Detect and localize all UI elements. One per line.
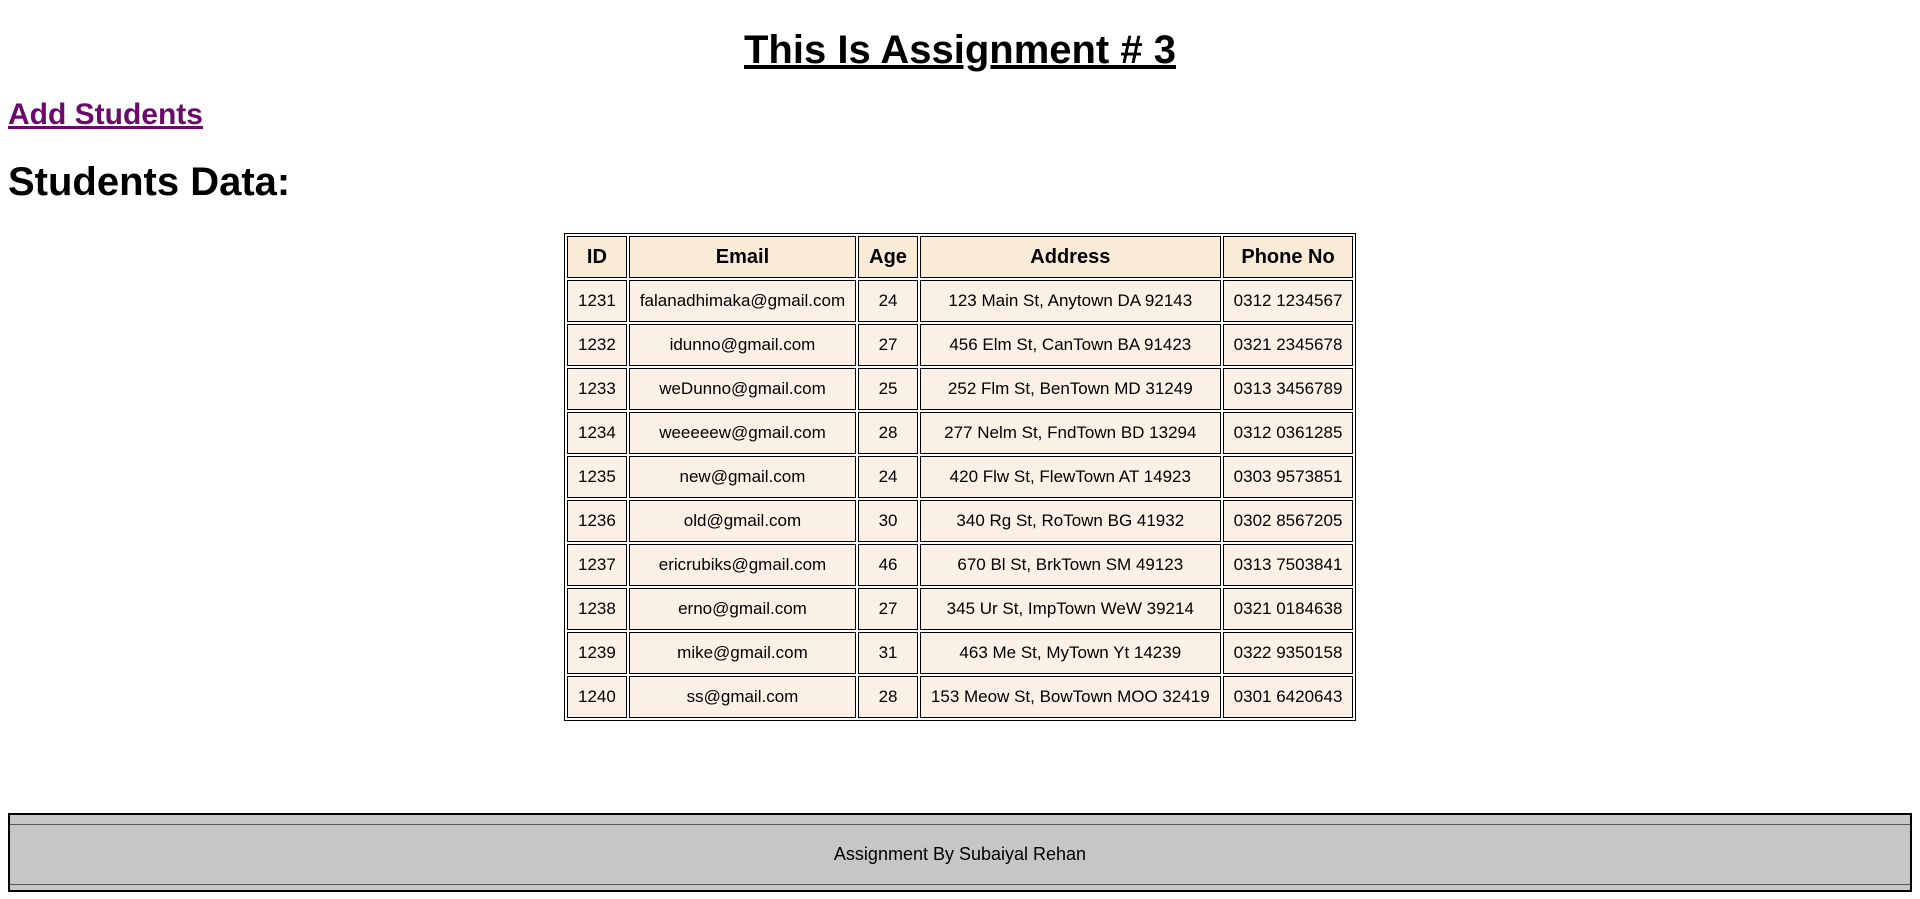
cell-address: 456 Elm St, CanTown BA 91423 [920, 324, 1221, 366]
cell-age: 28 [858, 412, 918, 454]
section-heading: Students Data: [8, 160, 291, 204]
table-row [567, 588, 1353, 630]
cell-phone: 0302 8567205 [1223, 500, 1354, 542]
cell-age: 30 [858, 500, 918, 542]
cell-address: 345 Ur St, ImpTown WeW 39214 [920, 588, 1221, 630]
cell-id: 1237 [567, 544, 627, 586]
table-row [567, 324, 1353, 366]
cell-email: falanadhimaka@gmail.com [629, 280, 856, 322]
cell-id: 1238 [567, 588, 627, 630]
cell-address: 277 Nelm St, FndTown BD 13294 [920, 412, 1221, 454]
cell-address: 420 Flw St, FlewTown AT 14923 [920, 456, 1221, 498]
page-title: This Is Assignment # 3 [744, 28, 1176, 72]
page-footer [8, 813, 1912, 892]
cell-age: 24 [858, 456, 918, 498]
add-students-link[interactable]: Add Students [8, 98, 203, 131]
students-table [564, 233, 1356, 721]
cell-age: 27 [858, 324, 918, 366]
footer-bar [10, 824, 1910, 885]
cell-phone: 0303 9573851 [1223, 456, 1354, 498]
cell-address: 340 Rg St, RoTown BG 41932 [920, 500, 1221, 542]
cell-email: weeeeew@gmail.com [629, 412, 856, 454]
cell-id: 1240 [567, 676, 627, 718]
footer-credit-text: Assignment By Subaiyal Rehan [833, 844, 1087, 864]
cell-phone: 0322 9350158 [1223, 632, 1354, 674]
table-row [567, 676, 1353, 718]
cell-email: ss@gmail.com [629, 676, 856, 718]
table-row [567, 368, 1353, 410]
column-header-id: ID [567, 236, 627, 278]
column-header-email: Email [629, 236, 856, 278]
cell-id: 1233 [567, 368, 627, 410]
cell-phone: 0313 3456789 [1223, 368, 1354, 410]
cell-phone: 0312 1234567 [1223, 280, 1354, 322]
cell-phone: 0301 6420643 [1223, 676, 1354, 718]
cell-age: 24 [858, 280, 918, 322]
cell-email: mike@gmail.com [629, 632, 856, 674]
table-row [567, 544, 1353, 586]
cell-id: 1232 [567, 324, 627, 366]
cell-email: weDunno@gmail.com [629, 368, 856, 410]
cell-address: 123 Main St, Anytown DA 92143 [920, 280, 1221, 322]
cell-address: 463 Me St, MyTown Yt 14239 [920, 632, 1221, 674]
table-row [567, 632, 1353, 674]
cell-address: 252 Flm St, BenTown MD 31249 [920, 368, 1221, 410]
cell-age: 46 [858, 544, 918, 586]
cell-phone: 0321 2345678 [1223, 324, 1354, 366]
cell-id: 1239 [567, 632, 627, 674]
cell-age: 28 [858, 676, 918, 718]
column-header-age: Age [858, 236, 918, 278]
table-row [567, 456, 1353, 498]
cell-id: 1231 [567, 280, 627, 322]
table-header-row [567, 236, 1353, 278]
cell-id: 1234 [567, 412, 627, 454]
column-header-address: Address [920, 236, 1221, 278]
cell-email: ericrubiks@gmail.com [629, 544, 856, 586]
cell-email: old@gmail.com [629, 500, 856, 542]
students-table-wrapper [564, 233, 1356, 721]
cell-email: erno@gmail.com [629, 588, 856, 630]
cell-address: 153 Meow St, BowTown MOO 32419 [920, 676, 1221, 718]
cell-age: 27 [858, 588, 918, 630]
table-row [567, 280, 1353, 322]
column-header-phone: Phone No [1223, 236, 1354, 278]
cell-phone: 0321 0184638 [1223, 588, 1354, 630]
table-row [567, 412, 1353, 454]
cell-id: 1235 [567, 456, 627, 498]
cell-id: 1236 [567, 500, 627, 542]
cell-email: idunno@gmail.com [629, 324, 856, 366]
cell-phone: 0313 7503841 [1223, 544, 1354, 586]
table-row [567, 500, 1353, 542]
cell-age: 25 [858, 368, 918, 410]
cell-age: 31 [858, 632, 918, 674]
cell-email: new@gmail.com [629, 456, 856, 498]
cell-address: 670 Bl St, BrkTown SM 49123 [920, 544, 1221, 586]
cell-phone: 0312 0361285 [1223, 412, 1354, 454]
